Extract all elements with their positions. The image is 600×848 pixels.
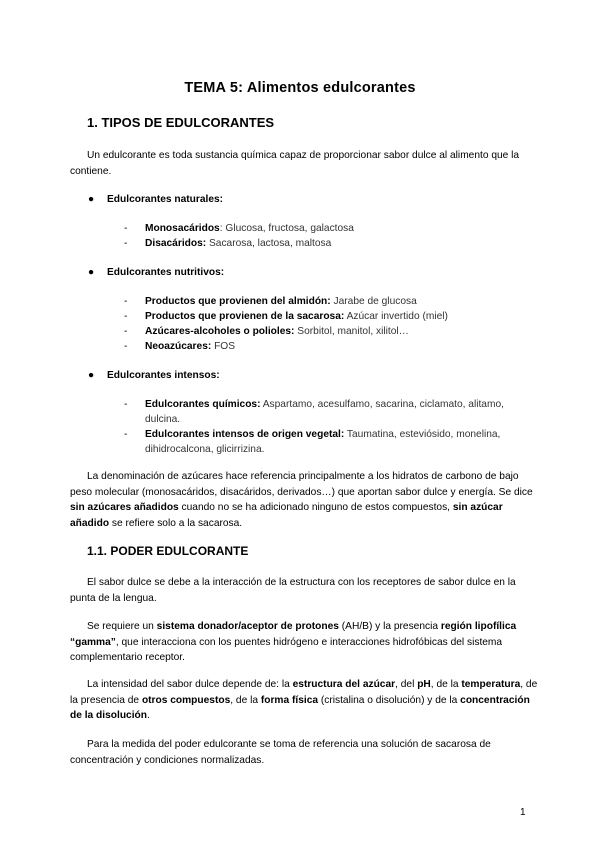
paragraph-sabor: El sabor dulce se debe a la interacción de la estructura con los receptores de sabor dulce en la punta de la lengua. (70, 577, 516, 604)
section-heading-poder: 1.1. PODER EDULCORANTE (87, 544, 249, 558)
paragraph-medida: Para la medida del poder edulcorante se toma de referencia una solución de sacarosa de concentración y condiciones normalizadas. (70, 739, 491, 766)
bullet-intensos: ● Edulcorantes intensos: (88, 370, 220, 381)
page-title: TEMA 5: Alimentos edulcorantes (184, 80, 416, 96)
page-number: 1 (520, 807, 526, 818)
bullet-nutritivos: ● Edulcorantes nutritivos: (88, 267, 225, 278)
list-item: - Edulcorantes químicos: Aspartamo, acesulfamo, sacarina, ciclamato, alitamo, dulcina. (124, 399, 504, 425)
list-item: - Azúcares-alcoholes o polioles: Sorbitol, manitol, xilitol… (124, 326, 409, 337)
bullet-naturales: ● Edulcorantes naturales: (88, 194, 224, 205)
list-item: - Edulcorantes intensos de origen vegetal: Taumatina, esteviósido, monelina, dihidrocalcona, glicirrizina. (124, 429, 501, 455)
list-item: - Monosacáridos: Glucosa, fructosa, galactosa (124, 223, 354, 234)
paragraph-requiere: Se requiere un sistema donador/aceptor de protones (AH/B) y la presencia región lipofílica “gamma”, que interacciona con los puentes hidrógeno e interacciones hidrofóbicas del sistema complementario receptor. (70, 621, 517, 663)
bullet-dot: ● (88, 267, 95, 278)
list-item: - Disacáridos: Sacarosa, lactosa, maltosa (124, 238, 332, 249)
intro-paragraph (70, 148, 540, 179)
bullet-dot: ● (88, 194, 95, 205)
bullet-dot: ● (88, 370, 95, 381)
intro-text: Un edulcorante es toda sustancia química capaz de proporcionar sabor dulce al alimento que la contiene. (70, 150, 520, 177)
list-item: - Productos que provienen de la sacarosa: Azúcar invertido (miel) (124, 311, 448, 322)
denomination-paragraph: La denominación de azúcares hace referencia principalmente a los hidratos de carbono de bajo peso molecular (monosacáridos, disacáridos, derivados…) que aportan sabor dulce y energía. Se dice sin azúcares añadidos cuando no se ha adicionado ninguno de estos compuestos, sin azúcar añadido se refiere solo a la sacarosa. (70, 471, 533, 529)
list-item: - Productos que provienen del almidón: Jarabe de glucosa (124, 296, 417, 307)
section-heading-tipos: 1. TIPOS DE EDULCORANTES (87, 115, 275, 130)
paragraph-intensidad: La intensidad del sabor dulce depende de: la estructura del azúcar, del pH, de la temperatura, de la presencia de otros compuestos, de la forma física (cristalina o disolución) y de la concentración de la disolución. (70, 679, 538, 721)
list-item: - Neoazúcares: FOS (124, 341, 236, 352)
